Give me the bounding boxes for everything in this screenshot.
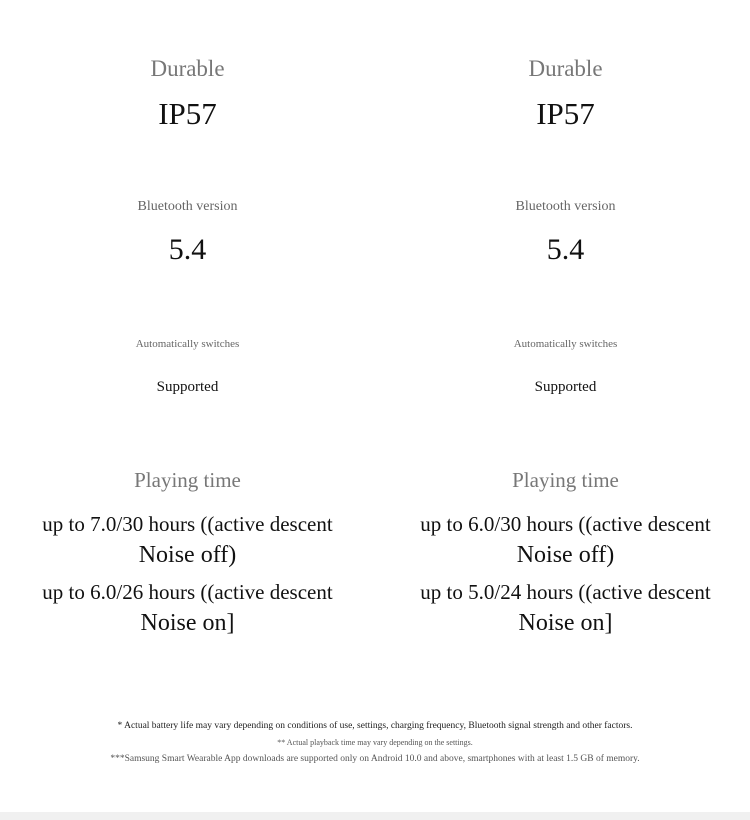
playing-time-line: up to 6.0/30 hours ((active descent bbox=[420, 512, 711, 536]
playing-time-line: up to 7.0/30 hours ((active descent bbox=[42, 512, 333, 536]
footnote-battery: * Actual battery life may vary depending on conditions of use, settings, charging frequency, Bluetooth signal strength and other factors. bbox=[117, 721, 633, 731]
bluetooth-label: Bluetooth version bbox=[137, 199, 238, 214]
playing-time-line: up to 6.0/26 hours ((active descent bbox=[42, 580, 333, 604]
playing-time-label: Playing time bbox=[512, 468, 619, 492]
durable-value: IP57 bbox=[158, 96, 217, 131]
durable-label: Durable bbox=[528, 56, 603, 81]
bluetooth-value: 5.4 bbox=[546, 233, 585, 266]
footnote-app: ***Samsung Smart Wearable App downloads are supported only on Android 10.0 and above, smartphones with at least 1.5 GB of memory. bbox=[110, 754, 640, 764]
auto-switch-value: Supported bbox=[534, 379, 597, 395]
durable-value: IP57 bbox=[536, 96, 595, 131]
playing-time-line: Noise on] bbox=[140, 610, 235, 636]
auto-switch-value: Supported bbox=[156, 379, 219, 395]
playing-time-line: Noise off) bbox=[138, 542, 237, 568]
playing-time-line: Noise off) bbox=[516, 542, 615, 568]
auto-switch-label: Automatically switches bbox=[513, 338, 618, 350]
playing-time-line: Noise on] bbox=[518, 610, 613, 636]
bluetooth-label: Bluetooth version bbox=[515, 199, 616, 214]
footnote-playback: ** Actual playback time may vary depending on the settings. bbox=[277, 738, 473, 747]
auto-switch-label: Automatically switches bbox=[135, 338, 240, 350]
bottom-divider bbox=[0, 812, 750, 820]
durable-label: Durable bbox=[150, 56, 225, 81]
playing-time-label: Playing time bbox=[134, 468, 241, 492]
playing-time-line: up to 5.0/24 hours ((active descent bbox=[420, 580, 711, 604]
bluetooth-value: 5.4 bbox=[168, 233, 207, 266]
